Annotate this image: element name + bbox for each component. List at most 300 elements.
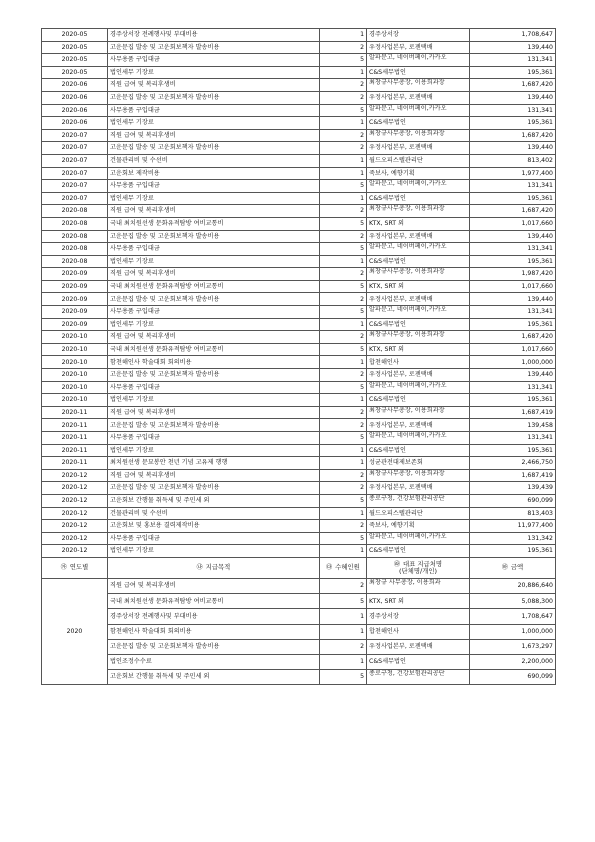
cell-month: 2020-08 [42, 230, 108, 243]
cell-payee: 최창규사무총장, 이용희과장 [367, 79, 470, 92]
cell-payee: KTX, SRT 외 [367, 343, 470, 356]
cell-amount: 1,987,420 [470, 268, 556, 281]
cell-count: 5 [320, 280, 367, 293]
cell-month: 2020-09 [42, 306, 108, 319]
cell-count: 5 [320, 432, 367, 445]
cell-month: 2020-08 [42, 255, 108, 268]
cell-purpose: 법인세무 기장료 [108, 444, 320, 457]
cell-month: 2020-10 [42, 343, 108, 356]
cell-month: 2020-07 [42, 142, 108, 155]
table-row [42, 54, 556, 67]
table-row [42, 507, 556, 520]
cell-payee: 합천해인사 [367, 356, 470, 369]
cell-payee: 죽보사, 예향기획 [367, 167, 470, 180]
cell-month: 2020-09 [42, 293, 108, 306]
cell-amount: 139,440 [470, 41, 556, 54]
cell-month: 2020-12 [42, 532, 108, 545]
cell-count: 1 [320, 192, 367, 205]
cell-purpose: 직원 급여 및 복리후생비 [108, 79, 320, 92]
cell-payee: 최창규사무총장, 이용희과장 [367, 205, 470, 218]
cell-purpose: 국내 최치원선생 문화유적탐방 여비교통비 [108, 280, 320, 293]
table-row [42, 104, 556, 117]
cell-payee: 종로구청, 건강보험관리공단 [367, 494, 470, 507]
header-payee-sublabel: (단체명/개인) [398, 566, 437, 575]
cell-amount: 1,687,420 [470, 79, 556, 92]
cell-count: 2 [320, 142, 367, 155]
cell-payee: 우정사업본부, 로젠택배 [367, 142, 470, 155]
cell-payee: 최창규사무총장, 이용희과장 [367, 129, 470, 142]
cell-amount: 131,342 [470, 532, 556, 545]
cell-month: 2020-07 [42, 192, 108, 205]
summary-row [42, 624, 556, 639]
cell-purpose: 법인세무 기장료 [108, 394, 320, 407]
cell-amount: 1,687,419 [470, 406, 556, 419]
summary-amount: 1,708,647 [470, 609, 556, 624]
summary-purpose: 법인조정수수료 [108, 654, 320, 669]
cell-purpose: 사무용품 구입대금 [108, 306, 320, 319]
summary-amount: 5,088,300 [470, 594, 556, 609]
cell-purpose: 고운회보 및 홍보용 결력제작비용 [108, 520, 320, 533]
cell-purpose: 직원 급여 및 복리후생비 [108, 129, 320, 142]
cell-month: 2020-09 [42, 280, 108, 293]
circled-number-icon: ㉲ [501, 564, 508, 572]
cell-purpose: 직원 급여 및 복리후생비 [108, 268, 320, 281]
cell-purpose: 고운문집 발송 및 고운회보책자 발송비용 [108, 41, 320, 54]
cell-count: 2 [320, 268, 367, 281]
cell-month: 2020-10 [42, 331, 108, 344]
table-row [42, 331, 556, 344]
cell-payee: 알파문고, 네이버페이,카카오 [367, 104, 470, 117]
summary-count: 5 [320, 670, 367, 685]
cell-month: 2020-12 [42, 520, 108, 533]
cell-month: 2020-11 [42, 444, 108, 457]
cell-payee: 우정사업본부, 로젠택배 [367, 91, 470, 104]
cell-amount: 1,687,420 [470, 129, 556, 142]
cell-count: 1 [320, 318, 367, 331]
cell-count: 2 [320, 129, 367, 142]
circled-number-icon: ㉰ [326, 564, 333, 572]
table-row [42, 293, 556, 306]
table-row [42, 205, 556, 218]
cell-month: 2020-07 [42, 154, 108, 167]
table-row [42, 142, 556, 155]
cell-count: 5 [320, 217, 367, 230]
cell-count: 1 [320, 356, 367, 369]
cell-amount: 1,687,419 [470, 469, 556, 482]
cell-month: 2020-08 [42, 205, 108, 218]
cell-payee: C&S세무법인 [367, 117, 470, 130]
cell-purpose: 사무용품 구입대금 [108, 381, 320, 394]
cell-month: 2020-11 [42, 432, 108, 445]
cell-count: 5 [320, 306, 367, 319]
table-row [42, 369, 556, 382]
cell-payee: 우정사업본부, 로젠택배 [367, 41, 470, 54]
summary-payee: 합천해인사 [367, 624, 470, 639]
summary-header [42, 557, 556, 578]
cell-purpose: 사무용품 구입대금 [108, 104, 320, 117]
cell-month: 2020-12 [42, 507, 108, 520]
cell-purpose: 법인세무 기장료 [108, 318, 320, 331]
cell-purpose: 직원 급여 및 복리후생비 [108, 205, 320, 218]
cell-purpose: 고운문집 발송 및 고운회보책자 발송비용 [108, 482, 320, 495]
cell-payee: 월드오피스텔관리단 [367, 154, 470, 167]
cell-payee: C&S세무법인 [367, 545, 470, 558]
cell-amount: 195,361 [470, 66, 556, 79]
cell-count: 2 [320, 205, 367, 218]
cell-amount: 1,000,000 [470, 356, 556, 369]
detail-rows [42, 29, 556, 558]
cell-month: 2020-10 [42, 394, 108, 407]
cell-payee: 알파문고, 네이버페이,카카오 [367, 432, 470, 445]
cell-amount: 1,017,660 [470, 280, 556, 293]
summary-count: 1 [320, 654, 367, 669]
cell-purpose: 법인세무 기장료 [108, 117, 320, 130]
cell-amount: 131,341 [470, 381, 556, 394]
cell-month: 2020-11 [42, 406, 108, 419]
cell-month: 2020-08 [42, 243, 108, 256]
cell-purpose: 함천해인사 학술대회 회의비용 [108, 356, 320, 369]
cell-purpose: 법인세무 기장료 [108, 66, 320, 79]
cell-purpose: 사무용품 구입대금 [108, 54, 320, 67]
cell-payee: 알파문고, 네이버페이,카카오 [367, 180, 470, 193]
cell-amount: 1,687,420 [470, 205, 556, 218]
summary-row [42, 670, 556, 685]
cell-payee: 알파문고, 네이버페이,카카오 [367, 243, 470, 256]
cell-count: 1 [320, 255, 367, 268]
summary-row [42, 609, 556, 624]
cell-payee: KTX, SRT 외 [367, 280, 470, 293]
cell-amount: 195,361 [470, 545, 556, 558]
cell-payee: 알파문고, 네이버페이,카카오 [367, 54, 470, 67]
cell-count: 2 [320, 331, 367, 344]
summary-payee: C&S세무법인 [367, 654, 470, 669]
table-row [42, 343, 556, 356]
cell-month: 2020-10 [42, 369, 108, 382]
cell-amount: 195,361 [470, 394, 556, 407]
cell-purpose: 법인세무 기장료 [108, 255, 320, 268]
cell-payee: 성균관전대제보존회 [367, 457, 470, 470]
cell-amount: 131,341 [470, 180, 556, 193]
table-row [42, 306, 556, 319]
cell-payee: 우정사업본부, 로젠택배 [367, 369, 470, 382]
cell-purpose: 사무용품 구입대금 [108, 180, 320, 193]
table-row [42, 243, 556, 256]
cell-purpose: 경주상서장 전례행사및 부대비용 [108, 29, 320, 42]
summary-count: 5 [320, 594, 367, 609]
cell-amount: 131,341 [470, 54, 556, 67]
cell-purpose: 법인세무 기장료 [108, 192, 320, 205]
cell-payee: C&S세무법인 [367, 394, 470, 407]
summary-amount: 1,673,297 [470, 639, 556, 654]
summary-year: 2020 [42, 578, 108, 684]
cell-month: 2020-12 [42, 494, 108, 507]
cell-month: 2020-11 [42, 419, 108, 432]
cell-amount: 1,687,420 [470, 331, 556, 344]
cell-amount: 139,458 [470, 419, 556, 432]
cell-count: 2 [320, 79, 367, 92]
cell-purpose: 국내 최치원선생 문화유적탐방 여비교통비 [108, 343, 320, 356]
header-count-label: 수혜인원 [335, 563, 360, 572]
cell-amount: 195,361 [470, 192, 556, 205]
cell-count: 5 [320, 532, 367, 545]
summary-purpose: 고운회보 간행물 취득세 및 주민세 외 [108, 670, 320, 685]
table-row [42, 419, 556, 432]
table-row [42, 217, 556, 230]
table-row [42, 457, 556, 470]
cell-month: 2020-09 [42, 268, 108, 281]
table-row [42, 406, 556, 419]
cell-count: 2 [320, 41, 367, 54]
table-row [42, 117, 556, 130]
cell-payee: 알파문고, 네이버페이,카카오 [367, 381, 470, 394]
table-row [42, 180, 556, 193]
cell-purpose: 사무용품 구입대금 [108, 243, 320, 256]
cell-purpose: 건물관리비 및 수선비 [108, 154, 320, 167]
cell-payee: C&S세무법인 [367, 444, 470, 457]
table-row [42, 532, 556, 545]
cell-amount: 11,977,400 [470, 520, 556, 533]
cell-count: 1 [320, 66, 367, 79]
table-row [42, 494, 556, 507]
table-row [42, 432, 556, 445]
cell-purpose: 최치원선생 문묘봉안 천년 기념 고유제 행행 [108, 457, 320, 470]
summary-count: 1 [320, 624, 367, 639]
cell-amount: 813,402 [470, 154, 556, 167]
cell-count: 2 [320, 293, 367, 306]
circled-number-icon: ㉮ [60, 564, 67, 572]
cell-payee: 죽보사, 예향기획 [367, 520, 470, 533]
cell-month: 2020-11 [42, 457, 108, 470]
cell-count: 1 [320, 167, 367, 180]
expenditure-sheet [41, 28, 555, 685]
cell-amount: 131,341 [470, 306, 556, 319]
summary-row [42, 594, 556, 609]
cell-amount: 195,361 [470, 255, 556, 268]
cell-payee: C&S세무법인 [367, 66, 470, 79]
cell-month: 2020-06 [42, 117, 108, 130]
cell-payee: C&S세무법인 [367, 192, 470, 205]
cell-month: 2020-06 [42, 104, 108, 117]
cell-count: 5 [320, 343, 367, 356]
table-row [42, 381, 556, 394]
cell-amount: 813,403 [470, 507, 556, 520]
cell-purpose: 국내 최치원선생 문화유적탐방 여비교통비 [108, 217, 320, 230]
cell-count: 2 [320, 230, 367, 243]
cell-count: 2 [320, 482, 367, 495]
cell-month: 2020-06 [42, 91, 108, 104]
cell-purpose: 직원 급여 및 복리후생비 [108, 469, 320, 482]
cell-month: 2020-12 [42, 482, 108, 495]
cell-amount: 139,440 [470, 142, 556, 155]
table-row [42, 91, 556, 104]
header-count [320, 557, 367, 578]
summary-payee: 경주상서장 [367, 609, 470, 624]
cell-purpose: 고운문집 발송 및 고운회보책자 발송비용 [108, 419, 320, 432]
table-row [42, 356, 556, 369]
cell-payee: 월드오피스텔관리단 [367, 507, 470, 520]
cell-count: 1 [320, 507, 367, 520]
cell-count: 2 [320, 520, 367, 533]
cell-amount: 139,440 [470, 369, 556, 382]
cell-month: 2020-12 [42, 469, 108, 482]
cell-month: 2020-05 [42, 29, 108, 42]
header-amount-label: 금액 [510, 563, 524, 572]
cell-month: 2020-05 [42, 66, 108, 79]
summary-amount: 690,099 [470, 670, 556, 685]
header-row [42, 557, 556, 578]
table-row [42, 167, 556, 180]
cell-count: 2 [320, 369, 367, 382]
cell-amount: 1,977,400 [470, 167, 556, 180]
cell-payee: 우정사업본부, 로젠택배 [367, 230, 470, 243]
summary-purpose: 함천해인사 학술대회 회의비용 [108, 624, 320, 639]
circled-number-icon: ㉱ [393, 560, 400, 568]
cell-count: 5 [320, 54, 367, 67]
summary-row [42, 654, 556, 669]
summary-row [42, 578, 556, 593]
cell-payee: C&S세무법인 [367, 318, 470, 331]
cell-amount: 139,440 [470, 230, 556, 243]
cell-payee: 우정사업본부, 로젠택배 [367, 419, 470, 432]
cell-purpose: 직원 급여 및 복리후생비 [108, 331, 320, 344]
cell-count: 2 [320, 406, 367, 419]
cell-count: 1 [320, 29, 367, 42]
table-row [42, 520, 556, 533]
cell-count: 1 [320, 545, 367, 558]
cell-count: 5 [320, 243, 367, 256]
table-row [42, 29, 556, 42]
table-row [42, 482, 556, 495]
cell-purpose: 고운문집 발송 및 고운회보책자 발송비용 [108, 369, 320, 382]
cell-amount: 1,708,647 [470, 29, 556, 42]
table-row [42, 318, 556, 331]
table-row [42, 444, 556, 457]
cell-payee: KTX, SRT 외 [367, 217, 470, 230]
cell-purpose: 고운문집 발송 및 고운회보책자 발송비용 [108, 293, 320, 306]
cell-payee: 우정사업본부, 로젠택배 [367, 482, 470, 495]
table-row [42, 41, 556, 54]
cell-payee: 경주상서장 [367, 29, 470, 42]
summary-purpose: 국내 최치원선생 문화유적탐방 여비교통비 [108, 594, 320, 609]
cell-count: 1 [320, 394, 367, 407]
cell-amount: 139,440 [470, 91, 556, 104]
table-row [42, 469, 556, 482]
summary-purpose: 직원 급여 및 복리후생비 [108, 578, 320, 593]
summary-count: 2 [320, 639, 367, 654]
table-row [42, 192, 556, 205]
cell-count: 1 [320, 444, 367, 457]
cell-payee: C&S세무법인 [367, 255, 470, 268]
cell-amount: 195,361 [470, 318, 556, 331]
table-row [42, 66, 556, 79]
header-year-label: 연도별 [69, 563, 89, 572]
cell-amount: 1,017,660 [470, 343, 556, 356]
cell-purpose: 법인세무 기장료 [108, 545, 320, 558]
cell-amount: 690,099 [470, 494, 556, 507]
cell-purpose: 고운문집 발송 및 고운회보책자 발송비용 [108, 91, 320, 104]
cell-payee: 최창규사무총장, 이용희과장 [367, 469, 470, 482]
cell-count: 1 [320, 117, 367, 130]
summary-amount: 1,000,000 [470, 624, 556, 639]
summary-purpose: 고운문집 발송 및 고운회보책자 발송비용 [108, 639, 320, 654]
summary-count: 2 [320, 578, 367, 593]
table-row [42, 394, 556, 407]
header-purpose-label: 지급목적 [205, 563, 231, 572]
table-row [42, 79, 556, 92]
cell-month: 2020-07 [42, 180, 108, 193]
cell-payee: 알파문고, 네이버페이,카카오 [367, 532, 470, 545]
cell-payee: 최창규사무총장, 이용희과장 [367, 406, 470, 419]
cell-purpose: 고운회보 제작비용 [108, 167, 320, 180]
cell-month: 2020-09 [42, 318, 108, 331]
cell-amount: 131,341 [470, 432, 556, 445]
cell-purpose: 고운문집 발송 및 고운회보책자 발송비용 [108, 142, 320, 155]
table-row [42, 129, 556, 142]
table-row [42, 545, 556, 558]
summary-rows [42, 578, 556, 684]
summary-count: 1 [320, 609, 367, 624]
table-row [42, 154, 556, 167]
cell-month: 2020-10 [42, 381, 108, 394]
summary-amount: 20,886,640 [470, 578, 556, 593]
header-purpose [108, 557, 320, 578]
table-row [42, 268, 556, 281]
cell-count: 5 [320, 381, 367, 394]
cell-count: 2 [320, 469, 367, 482]
header-payee-label: 대표 지급처명 [402, 559, 443, 568]
cell-payee: 최창규사무총장, 이용희과장 [367, 268, 470, 281]
cell-payee: 우정사업본부, 로젠택배 [367, 293, 470, 306]
table-row [42, 255, 556, 268]
header-payee [367, 557, 470, 578]
cell-purpose: 사무용품 구입대금 [108, 432, 320, 445]
cell-amount: 139,439 [470, 482, 556, 495]
cell-count: 5 [320, 104, 367, 117]
summary-payee: KTX, SRT 외 [367, 594, 470, 609]
cell-month: 2020-05 [42, 41, 108, 54]
header-amount [470, 557, 556, 578]
summary-amount: 2,200,000 [470, 654, 556, 669]
cell-count: 2 [320, 91, 367, 104]
cell-month: 2020-10 [42, 356, 108, 369]
table-row [42, 280, 556, 293]
cell-count: 1 [320, 457, 367, 470]
cell-count: 5 [320, 494, 367, 507]
cell-month: 2020-06 [42, 79, 108, 92]
cell-payee: 최창규사무총장, 이용희과장 [367, 331, 470, 344]
summary-row [42, 639, 556, 654]
cell-purpose: 직원 급여 및 복리후생비 [108, 406, 320, 419]
cell-month: 2020-05 [42, 54, 108, 67]
cell-count: 1 [320, 154, 367, 167]
summary-payee: 우정사업본부, 로젠택배 [367, 639, 470, 654]
cell-count: 5 [320, 180, 367, 193]
header-year [42, 557, 108, 578]
cell-month: 2020-07 [42, 129, 108, 142]
circled-number-icon: ㉯ [196, 564, 203, 572]
cell-amount: 1,017,660 [470, 217, 556, 230]
cell-purpose: 고운회보 간행물 취득세 및 주민세 외 [108, 494, 320, 507]
summary-payee: 종로구청, 건강보험관리공단 [367, 670, 470, 685]
cell-amount: 195,361 [470, 444, 556, 457]
cell-month: 2020-07 [42, 167, 108, 180]
table-row [42, 230, 556, 243]
cell-payee: 알파문고, 네이버페이,카카오 [367, 306, 470, 319]
cell-amount: 2,466,750 [470, 457, 556, 470]
cell-amount: 139,440 [470, 293, 556, 306]
cell-amount: 131,341 [470, 243, 556, 256]
cell-purpose: 사무용품 구입대금 [108, 532, 320, 545]
